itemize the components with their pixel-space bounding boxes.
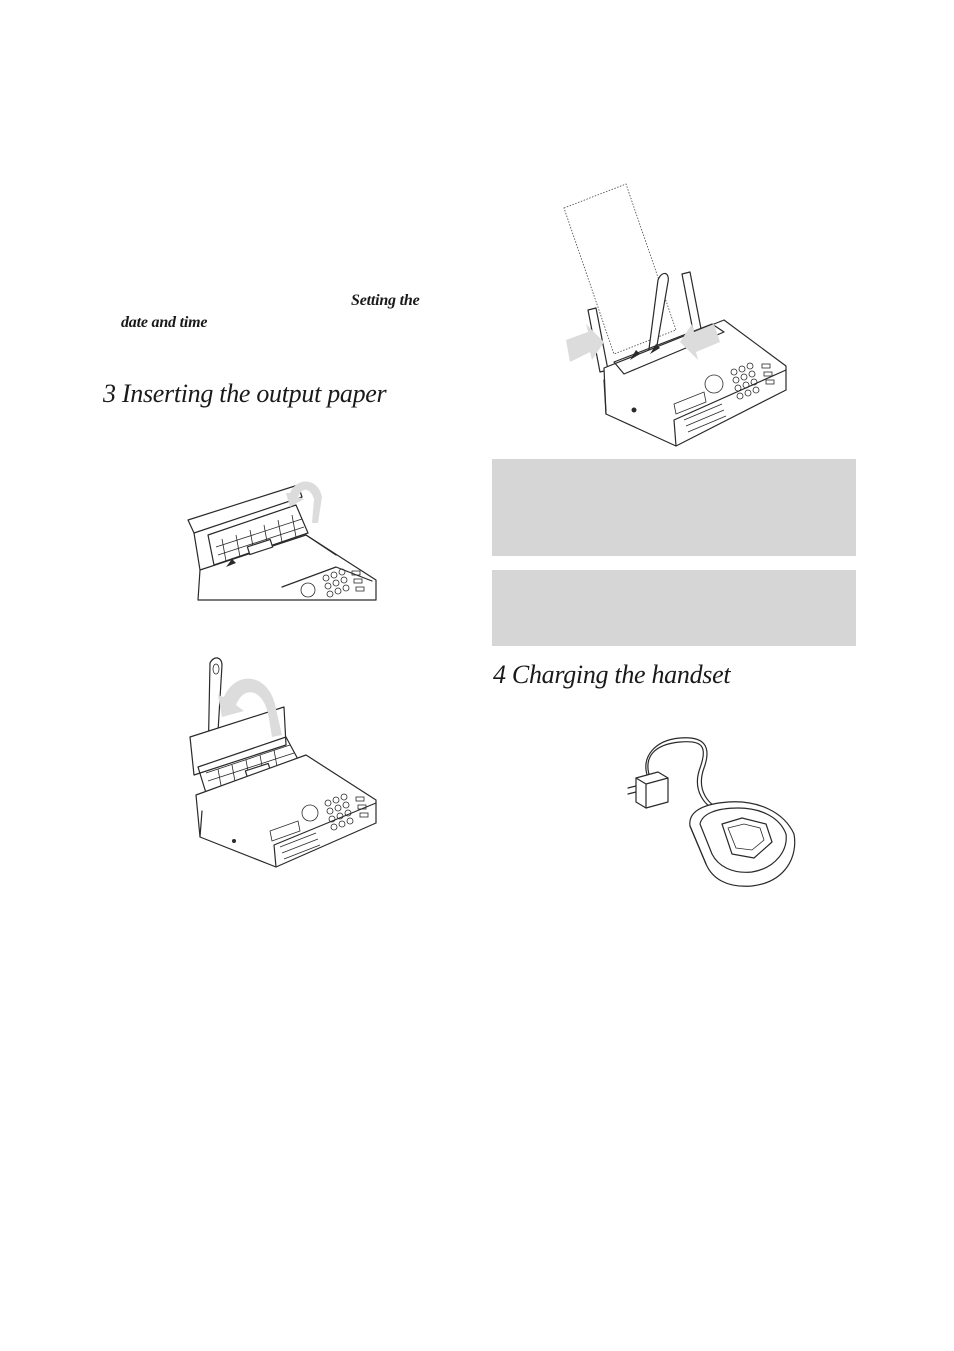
fax-raise-paper-support-illustration	[186, 655, 386, 877]
note-box-1	[492, 459, 856, 556]
cross-reference-date-time: date and time	[121, 314, 208, 331]
cross-reference-setting: Setting the	[351, 292, 420, 309]
section-4-heading: 4 Charging the handset	[493, 660, 731, 689]
handset-charger-base-illustration	[628, 738, 800, 890]
fax-open-cover-illustration	[186, 475, 382, 601]
section-3-heading: 3 Inserting the output paper	[103, 379, 387, 408]
note-box-2	[492, 570, 856, 646]
fax-insert-paper-illustration	[564, 184, 790, 450]
